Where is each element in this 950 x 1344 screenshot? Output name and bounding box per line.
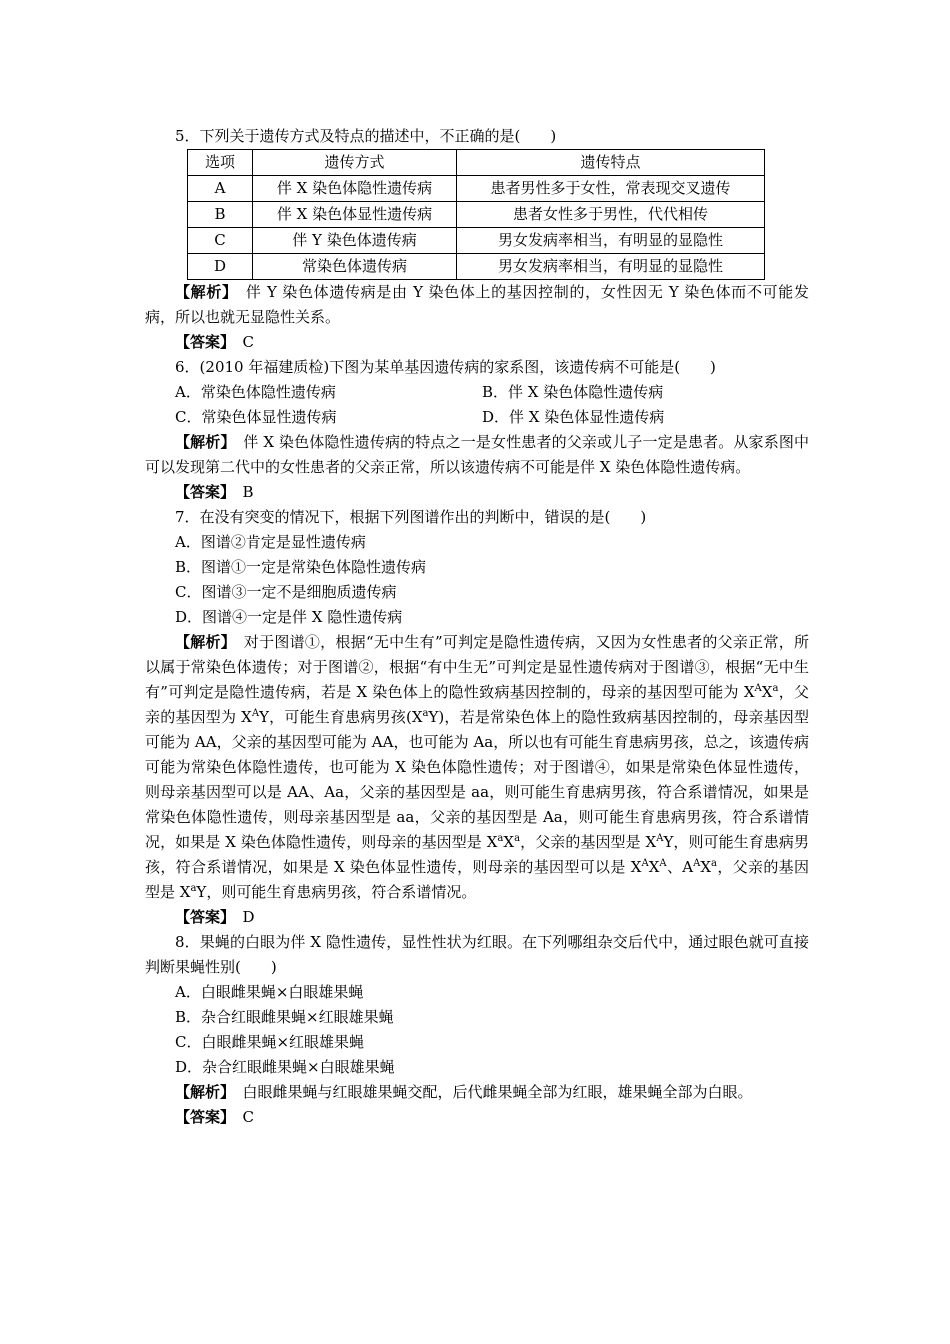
option-a: A．白眼雌果蝇×白眼雄果蝇: [175, 983, 364, 1001]
answer-label: 【答案】: [175, 333, 228, 351]
q6-options-row-2: [145, 405, 809, 430]
table-header-feature: 遗传特点: [457, 150, 765, 176]
option-b: B．图谱①一定是常染色体隐性遗传病: [175, 558, 427, 576]
table-cell: 男女发病率相当，有明显的显隐性: [457, 228, 765, 254]
q6-analysis: [145, 430, 809, 480]
answer-value: B: [242, 483, 254, 501]
table-cell: D: [188, 254, 253, 280]
q5-answer: [145, 330, 809, 355]
table-cell: 常染色体遗传病: [253, 254, 457, 280]
q5-analysis: [145, 280, 809, 330]
option-b: B．伴 X 染色体隐性遗传病: [482, 383, 664, 401]
table-header-row: [188, 150, 765, 176]
table-cell: 伴 X 染色体显性遗传病: [253, 202, 457, 228]
q7-stem: 7．在没有突变的情况下，根据下列图谱作出的判断中，错误的是( ): [175, 508, 647, 526]
table-header-mode: 遗传方式: [253, 150, 457, 176]
q5-table: [187, 149, 765, 280]
table-cell: A: [188, 176, 253, 202]
answer-value: C: [242, 1108, 255, 1126]
analysis-text: 对于图谱①，根据“无中生有”可判定是隐性遗传病，又因为女性患者的父亲正常，所以属于常染色体遗传；对于图谱②，根据“有中生无”可判定是显性遗传病对于图谱③，根据“无中生有”可判定是隐性遗传病，若是 X 染色体上的隐性致病基因控制的，母亲的基因型可能为 $X^AX^a$，父亲的基因型为 $X^AY$，可能生育患病男孩$(X^aY)$，若是常染色体上的隐性致病基因控制的，母亲基因型可能为 AA，父亲的基因型可能为 AA，也可能为 Aa，所以也有可能生育患病男孩，总之，该遗传病可能为常染色体隐性遗传，也可能为 X 染色体隐性遗传；对于图谱④，如果是常染色体显性遗传，则母亲基因型可以是 AA、Aa，父亲的基因型是 aa，则可能生育患病男孩，符合系谱情况，如果是常染色体隐性遗传，则母亲基因型是 aa，父亲的基因型是 Aa，则可能生育患病男孩，符合系谱情况，如果是 X 染色体隐性遗传，则母亲的基因型是 $X^aX^a$，父亲的基因型是 $X^AY$，则可能生育患病男孩，符合系谱情况，如果是 X 染色体显性遗传，则母亲的基因型可以是 $X^AX^A$、$A^AX^a$，父亲的基因型是 $X^aY$，则可能生育患病男孩，符合系谱情况。: [145, 633, 809, 901]
option-d: D．杂合红眼雌果蝇×白眼雄果蝇: [175, 1058, 395, 1076]
option-b: B．杂合红眼雌果蝇×红眼雄果蝇: [175, 1008, 394, 1026]
answer-label: 【答案】: [175, 483, 228, 501]
analysis-label: 【解析】: [175, 283, 231, 301]
q8-analysis: [145, 1080, 809, 1105]
analysis-label: 【解析】: [175, 633, 229, 651]
option-a: A．常染色体隐性遗传病: [175, 383, 336, 401]
document-page: [145, 124, 809, 1130]
answer-value: D: [242, 908, 255, 926]
option-c: C．白眼雌果蝇×红眼雄果蝇: [175, 1033, 365, 1051]
q5-stem: 5．下列关于遗传方式及特点的描述中，不正确的是( ): [175, 127, 557, 145]
table-cell: 男女发病率相当，有明显的显隐性: [457, 254, 765, 280]
analysis-label: 【解析】: [175, 433, 229, 451]
answer-value: C: [242, 333, 255, 351]
table-cell: 伴 Y 染色体遗传病: [253, 228, 457, 254]
table-row: [188, 176, 765, 202]
option-d: D．伴 X 染色体显性遗传病: [482, 408, 665, 426]
option-c: C．常染色体显性遗传病: [175, 408, 337, 426]
analysis-text: 伴 Y 染色体遗传病是由 Y 染色体上的基因控制的，女性因无 Y 染色体而不可能发病，所以也就无显隐性关系。: [145, 283, 809, 326]
table-row: [188, 228, 765, 254]
q7-answer: [145, 905, 809, 930]
option-a: A．图谱②肯定是显性遗传病: [175, 533, 366, 551]
answer-label: 【答案】: [175, 1108, 228, 1126]
analysis-text: 白眼雌果蝇与红眼雄果蝇交配，后代雌果蝇全部为红眼，雄果蝇全部为白眼。: [242, 1083, 753, 1101]
table-cell: 患者女性多于男性，代代相传: [457, 202, 765, 228]
table-cell: 患者男性多于女性，常表现交叉遗传: [457, 176, 765, 202]
q6-stem: 6．(2010 年福建质检)下图为某单基因遗传病的家系图，该遗传病不可能是( ): [175, 358, 716, 376]
table-cell: C: [188, 228, 253, 254]
q8-stem: 8．果蝇的白眼为伴 X 隐性遗传，显性性状为红眼。在下列哪组杂交后代中，通过眼色就可直接判断果蝇性别( ): [145, 933, 809, 976]
q7-analysis: [145, 630, 809, 905]
q6-answer: [145, 480, 809, 505]
option-c: C．图谱③一定不是细胞质遗传病: [175, 583, 397, 601]
table-cell: 伴 X 染色体隐性遗传病: [253, 176, 457, 202]
table-row: [188, 254, 765, 280]
table-header-option: 选项: [188, 150, 253, 176]
answer-label: 【答案】: [175, 908, 228, 926]
table-row: [188, 202, 765, 228]
option-d: D．图谱④一定是伴 X 隐性遗传病: [175, 608, 403, 626]
q6-options-row-1: [145, 380, 809, 405]
q8-answer: [145, 1105, 809, 1130]
analysis-text: 伴 X 染色体隐性遗传病的特点之一是女性患者的父亲或儿子一定是患者。从家系图中可以发现第二代中的女性患者的父亲正常，所以该遗传病不可能是伴 X 染色体隐性遗传病。: [145, 433, 809, 476]
table-cell: B: [188, 202, 253, 228]
analysis-label: 【解析】: [175, 1083, 228, 1101]
